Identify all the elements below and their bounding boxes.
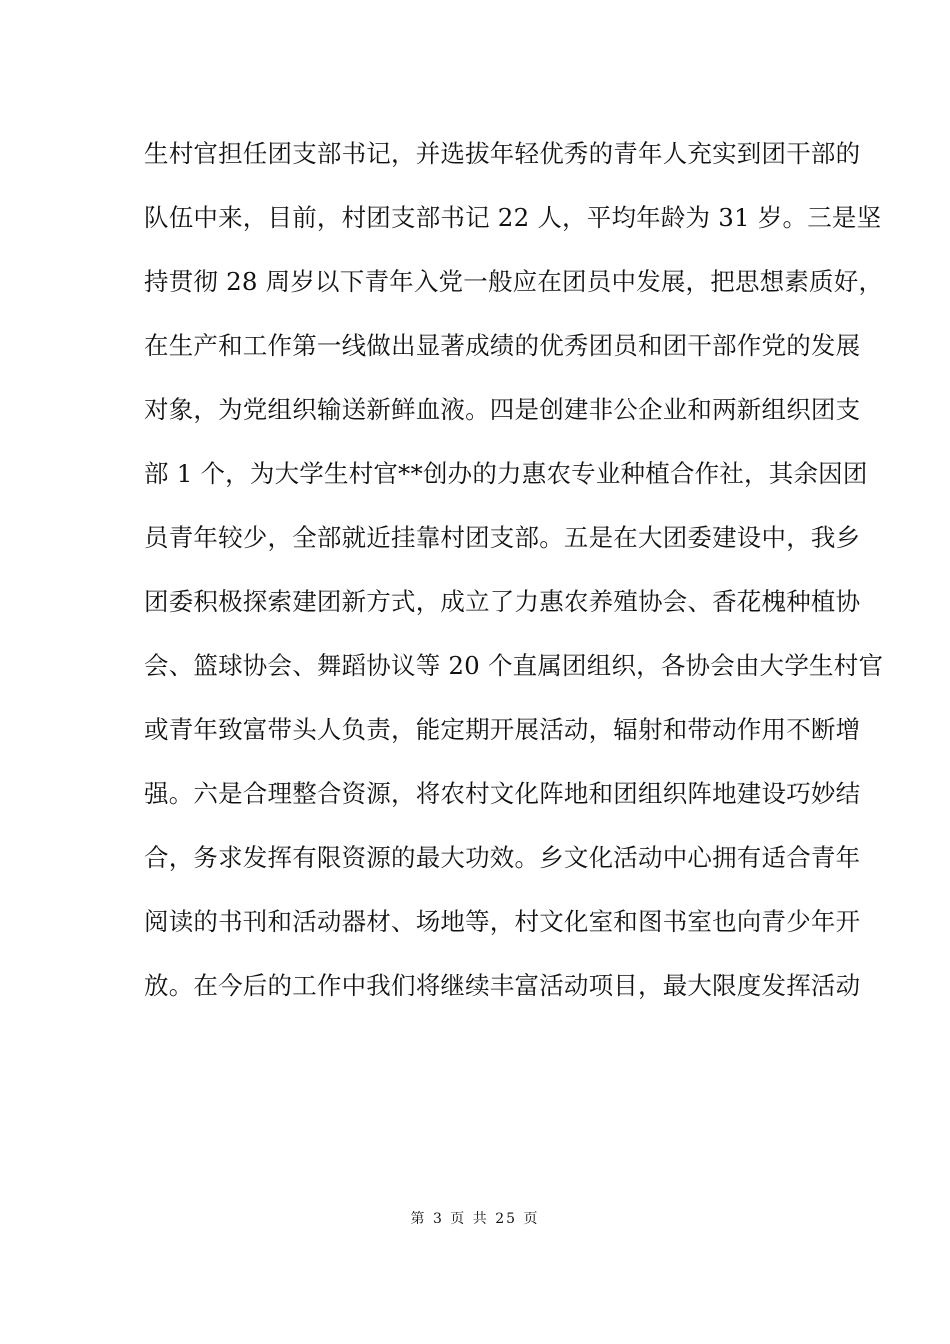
text-line: 团委积极探索建团新方式，成立了力惠农养殖协会、香花槐种植协: [144, 587, 861, 616]
text-line: 或青年致富带头人负责，能定期开展活动，辐射和带动作用不断增: [144, 715, 861, 744]
text-line: 队伍中来，目前，村团支部书记 22 人，平均年龄为 31 岁。三是坚: [144, 203, 882, 232]
text-line: 部 1 个，为大学生村官**创办的力惠农专业种植合作社，其余因团: [144, 459, 868, 488]
text-line: 对象，为党组织输送新鲜血液。四是创建非公企业和两新组织团支: [144, 395, 861, 424]
text-line: 在生产和工作第一线做出显著成绩的优秀团员和团干部作党的发展: [144, 331, 861, 360]
page-number: 第 3 页 共 25 页: [410, 1211, 540, 1227]
text-line: 会、篮球协会、舞蹈协议等 20 个直属团组织，各协会由大学生村官: [144, 651, 884, 680]
body-text: [144, 130, 884, 1026]
text-line: 放。在今后的工作中我们将继续丰富活动项目，最大限度发挥活动: [144, 971, 861, 1000]
text-line: 合，务求发挥有限资源的最大功效。乡文化活动中心拥有适合青年: [144, 843, 861, 872]
page-footer: [0, 1208, 950, 1228]
text-line: 强。六是合理整合资源，将农村文化阵地和团组织阵地建设巧妙结: [144, 779, 861, 808]
text-line: 持贯彻 28 周岁以下青年入党一般应在团员中发展，把思想素质好，: [144, 267, 884, 296]
text-line: 员青年较少，全部就近挂靠村团支部。五是在大团委建设中，我乡: [144, 523, 861, 552]
text-line: 生村官担任团支部书记，并选拔年轻优秀的青年人充实到团干部的: [144, 139, 861, 168]
text-line: 阅读的书刊和活动器材、场地等，村文化室和图书室也向青少年开: [144, 907, 861, 936]
